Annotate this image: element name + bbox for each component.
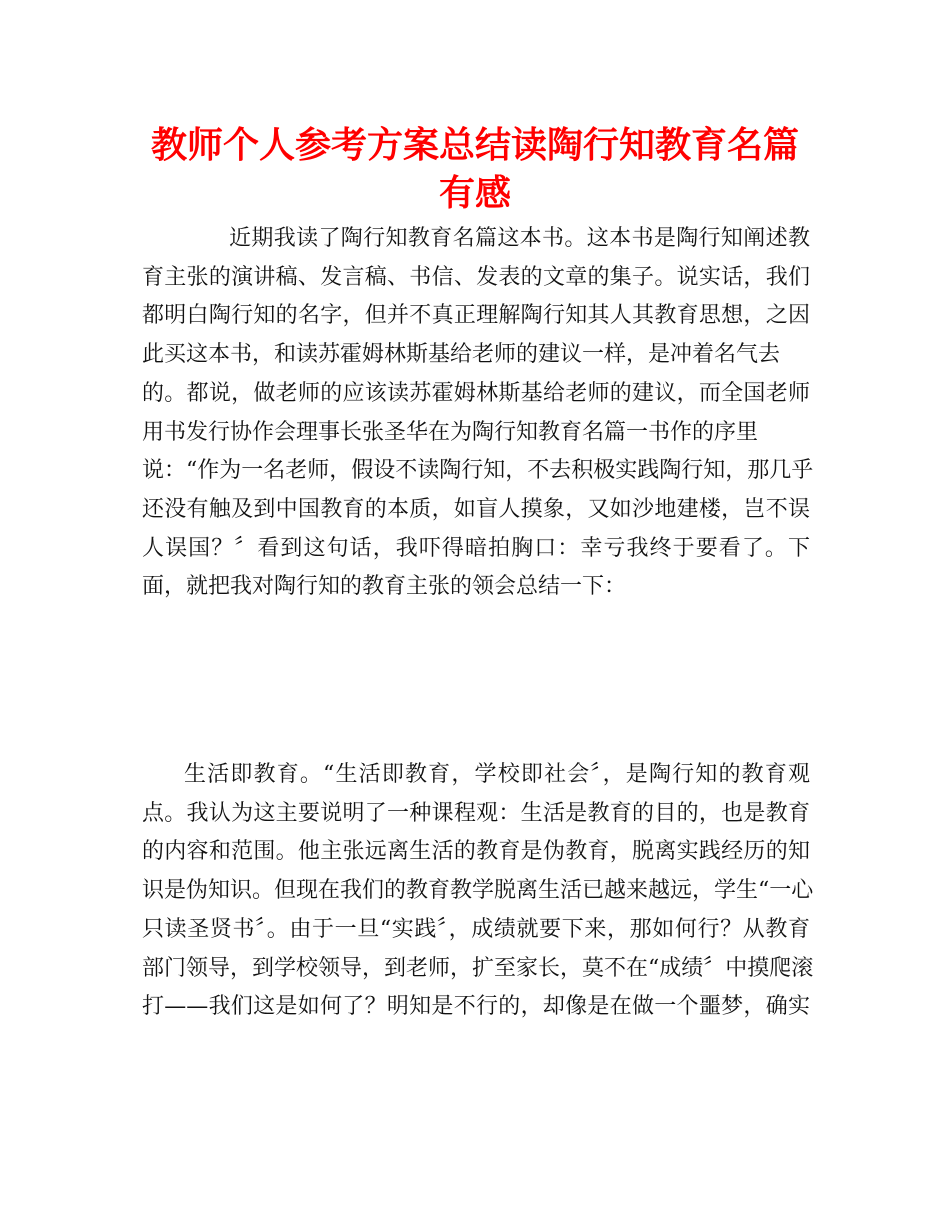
paragraph-line: 打——我们这是如何了？明知是不行的，却像是在做一个噩梦，确实 [142,994,810,1020]
paragraph-line: 的内容和范围。他主张远离生活的教育是伪教育，脱离实践经历的知 [142,839,810,865]
paragraph-line: 近期我读了陶行知教育名篇这本书。这本书是陶行知阐述教 [229,226,810,251]
paragraph-line: 面，就把我对陶行知的教育主张的领会总结一下： [142,574,627,600]
paragraph-line: 人误国？〞看到这句话，我吓得暗拍胸口：幸亏我终于要看了。下 [142,535,810,561]
paragraph-line: 育主张的演讲稿、发言稿、书信、发表的文章的集子。说实话，我们 [142,264,810,290]
paragraph-line: 说：“作为一名老师，假设不读陶行知，不去积极实践陶行知，那几乎 [142,458,814,484]
paragraph-line: 识是伪知识。但现在我们的教育教学脱离生活已越来越远，学生“一心 [142,878,814,904]
paragraph-intro [142,220,814,607]
document-title [120,122,830,218]
paragraph-line: 点。我认为这主要说明了一种课程观：生活是教育的目的，也是教育 [142,800,810,826]
paragraph-line: 还没有触及到中国教育的本质，如盲人摸象，又如沙地建楼，岂不误 [142,496,810,522]
title-line-1: 教师个人参考方案总结读陶行知教育名篇 [150,125,799,166]
paragraph-line: 生活即教育。“生活即教育，学校即社会〞，是陶行知的教育观 [184,762,810,787]
title-line-2: 有感 [438,173,511,214]
paragraph-line: 部门领导，到学校领导，到老师，扩至家长，莫不在“成绩〞中摸爬滚 [142,955,814,981]
paragraph-line: 只读圣贤书〞。由于一旦“实践〞，成绩就要下来，那如何行？从教育 [142,916,810,942]
paragraph-line: 用书发行协作会理事长张圣华在为陶行知教育名篇一书作的序里 [142,419,759,445]
paragraph-line: 此买这本书，和读苏霍姆林斯基给老师的建议一样，是冲着名气去 [142,342,781,368]
paragraph-line: 的。都说，做老师的应该读苏霍姆林斯基给老师的建议，而全国老师 [142,380,810,406]
paragraph-line: 都明白陶行知的名字，但并不真正理解陶行知其人其教育思想，之因 [142,303,810,329]
paragraph-life-education [142,756,814,1027]
